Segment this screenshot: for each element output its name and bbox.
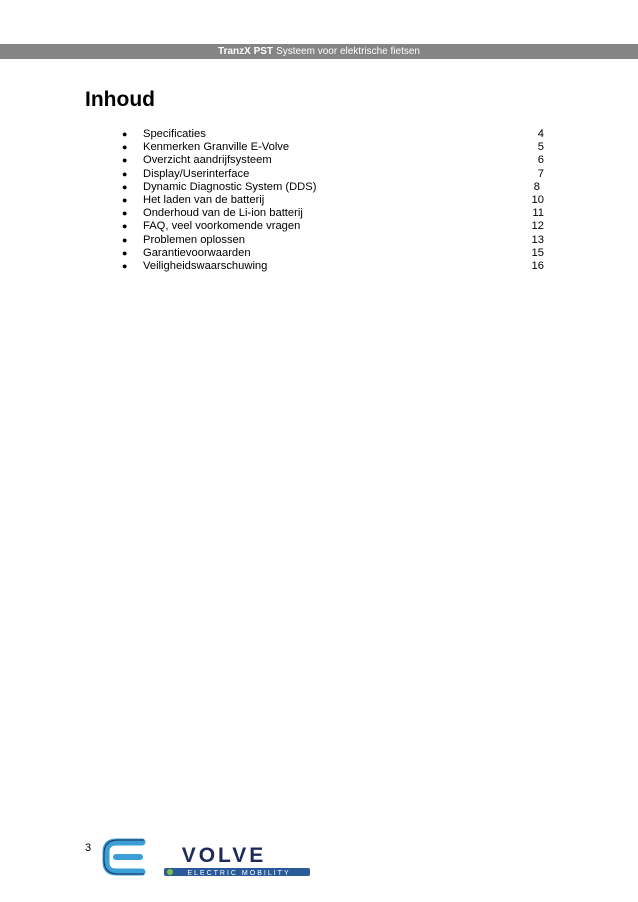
toc-item-overzicht[interactable] — [118, 154, 544, 167]
toc-item-label: Veiligheidswaarschuwing — [143, 259, 268, 272]
toc-item-veiligheid[interactable] — [118, 260, 544, 273]
bullet-icon: ● — [122, 155, 128, 166]
bullet-icon: ● — [122, 168, 128, 179]
bullet-icon: ● — [122, 181, 128, 192]
table-of-contents — [118, 128, 544, 273]
toc-item-page: 8 — [533, 180, 540, 193]
evolve-logo — [102, 836, 314, 878]
toc-item-page: 15 — [531, 246, 544, 259]
toc-item-label: Kenmerken Granville E-Volve — [143, 141, 290, 154]
header-subtitle: Systeem voor elektrische fietsen — [276, 46, 420, 57]
toc-item-specificaties[interactable] — [118, 128, 544, 141]
toc-item-label: Garantievoorwaarden — [143, 246, 251, 259]
running-header — [0, 44, 638, 59]
bullet-icon: ● — [122, 221, 128, 232]
toc-item-garantie[interactable] — [118, 247, 544, 260]
toc-item-label: Display/Userinterface — [143, 167, 250, 180]
toc-item-label: Dynamic Diagnostic System (DDS) — [143, 180, 317, 193]
toc-item-page: 13 — [531, 233, 544, 246]
logo-wordmark: VOLVE — [181, 844, 267, 867]
toc-item-kenmerken[interactable] — [118, 141, 544, 154]
bullet-icon: ● — [122, 208, 128, 219]
toc-item-label: FAQ, veel voorkomende vragen — [143, 220, 301, 233]
logo-tagline: ELECTRIC MOBILITY — [187, 870, 291, 877]
toc-item-label: Onderhoud van de Li-ion batterij — [143, 207, 303, 220]
toc-item-dds[interactable] — [118, 181, 544, 194]
toc-item-laden[interactable] — [118, 194, 544, 207]
toc-item-label: Problemen oplossen — [143, 233, 245, 246]
toc-item-page: 5 — [537, 141, 544, 154]
bullet-icon: ● — [122, 142, 128, 153]
bullet-icon: ● — [122, 129, 128, 139]
toc-item-page: 7 — [537, 167, 544, 180]
toc-item-page: 4 — [537, 128, 544, 140]
toc-item-page: 6 — [537, 154, 544, 167]
toc-item-page: 11 — [532, 207, 544, 220]
header-brand: TranzX PST — [218, 46, 274, 57]
toc-item-label: Overzicht aandrijfsysteem — [143, 154, 272, 167]
page-title: Inhoud — [85, 88, 155, 111]
toc-item-label: Specificaties — [143, 128, 206, 140]
bullet-icon: ● — [122, 234, 128, 245]
bullet-icon: ● — [122, 247, 128, 258]
toc-item-label: Het laden van de batterij — [143, 193, 265, 206]
toc-item-faq[interactable] — [118, 220, 544, 233]
toc-item-problemen[interactable] — [118, 234, 544, 247]
toc-item-display[interactable] — [118, 168, 544, 181]
toc-item-page: 12 — [531, 220, 544, 233]
toc-item-page: 10 — [531, 193, 544, 206]
toc-item-page: 16 — [531, 259, 544, 272]
page-number: 3 — [85, 842, 92, 854]
toc-item-onderhoud[interactable] — [118, 207, 544, 220]
bullet-icon: ● — [122, 194, 128, 205]
bullet-icon: ● — [122, 260, 128, 271]
